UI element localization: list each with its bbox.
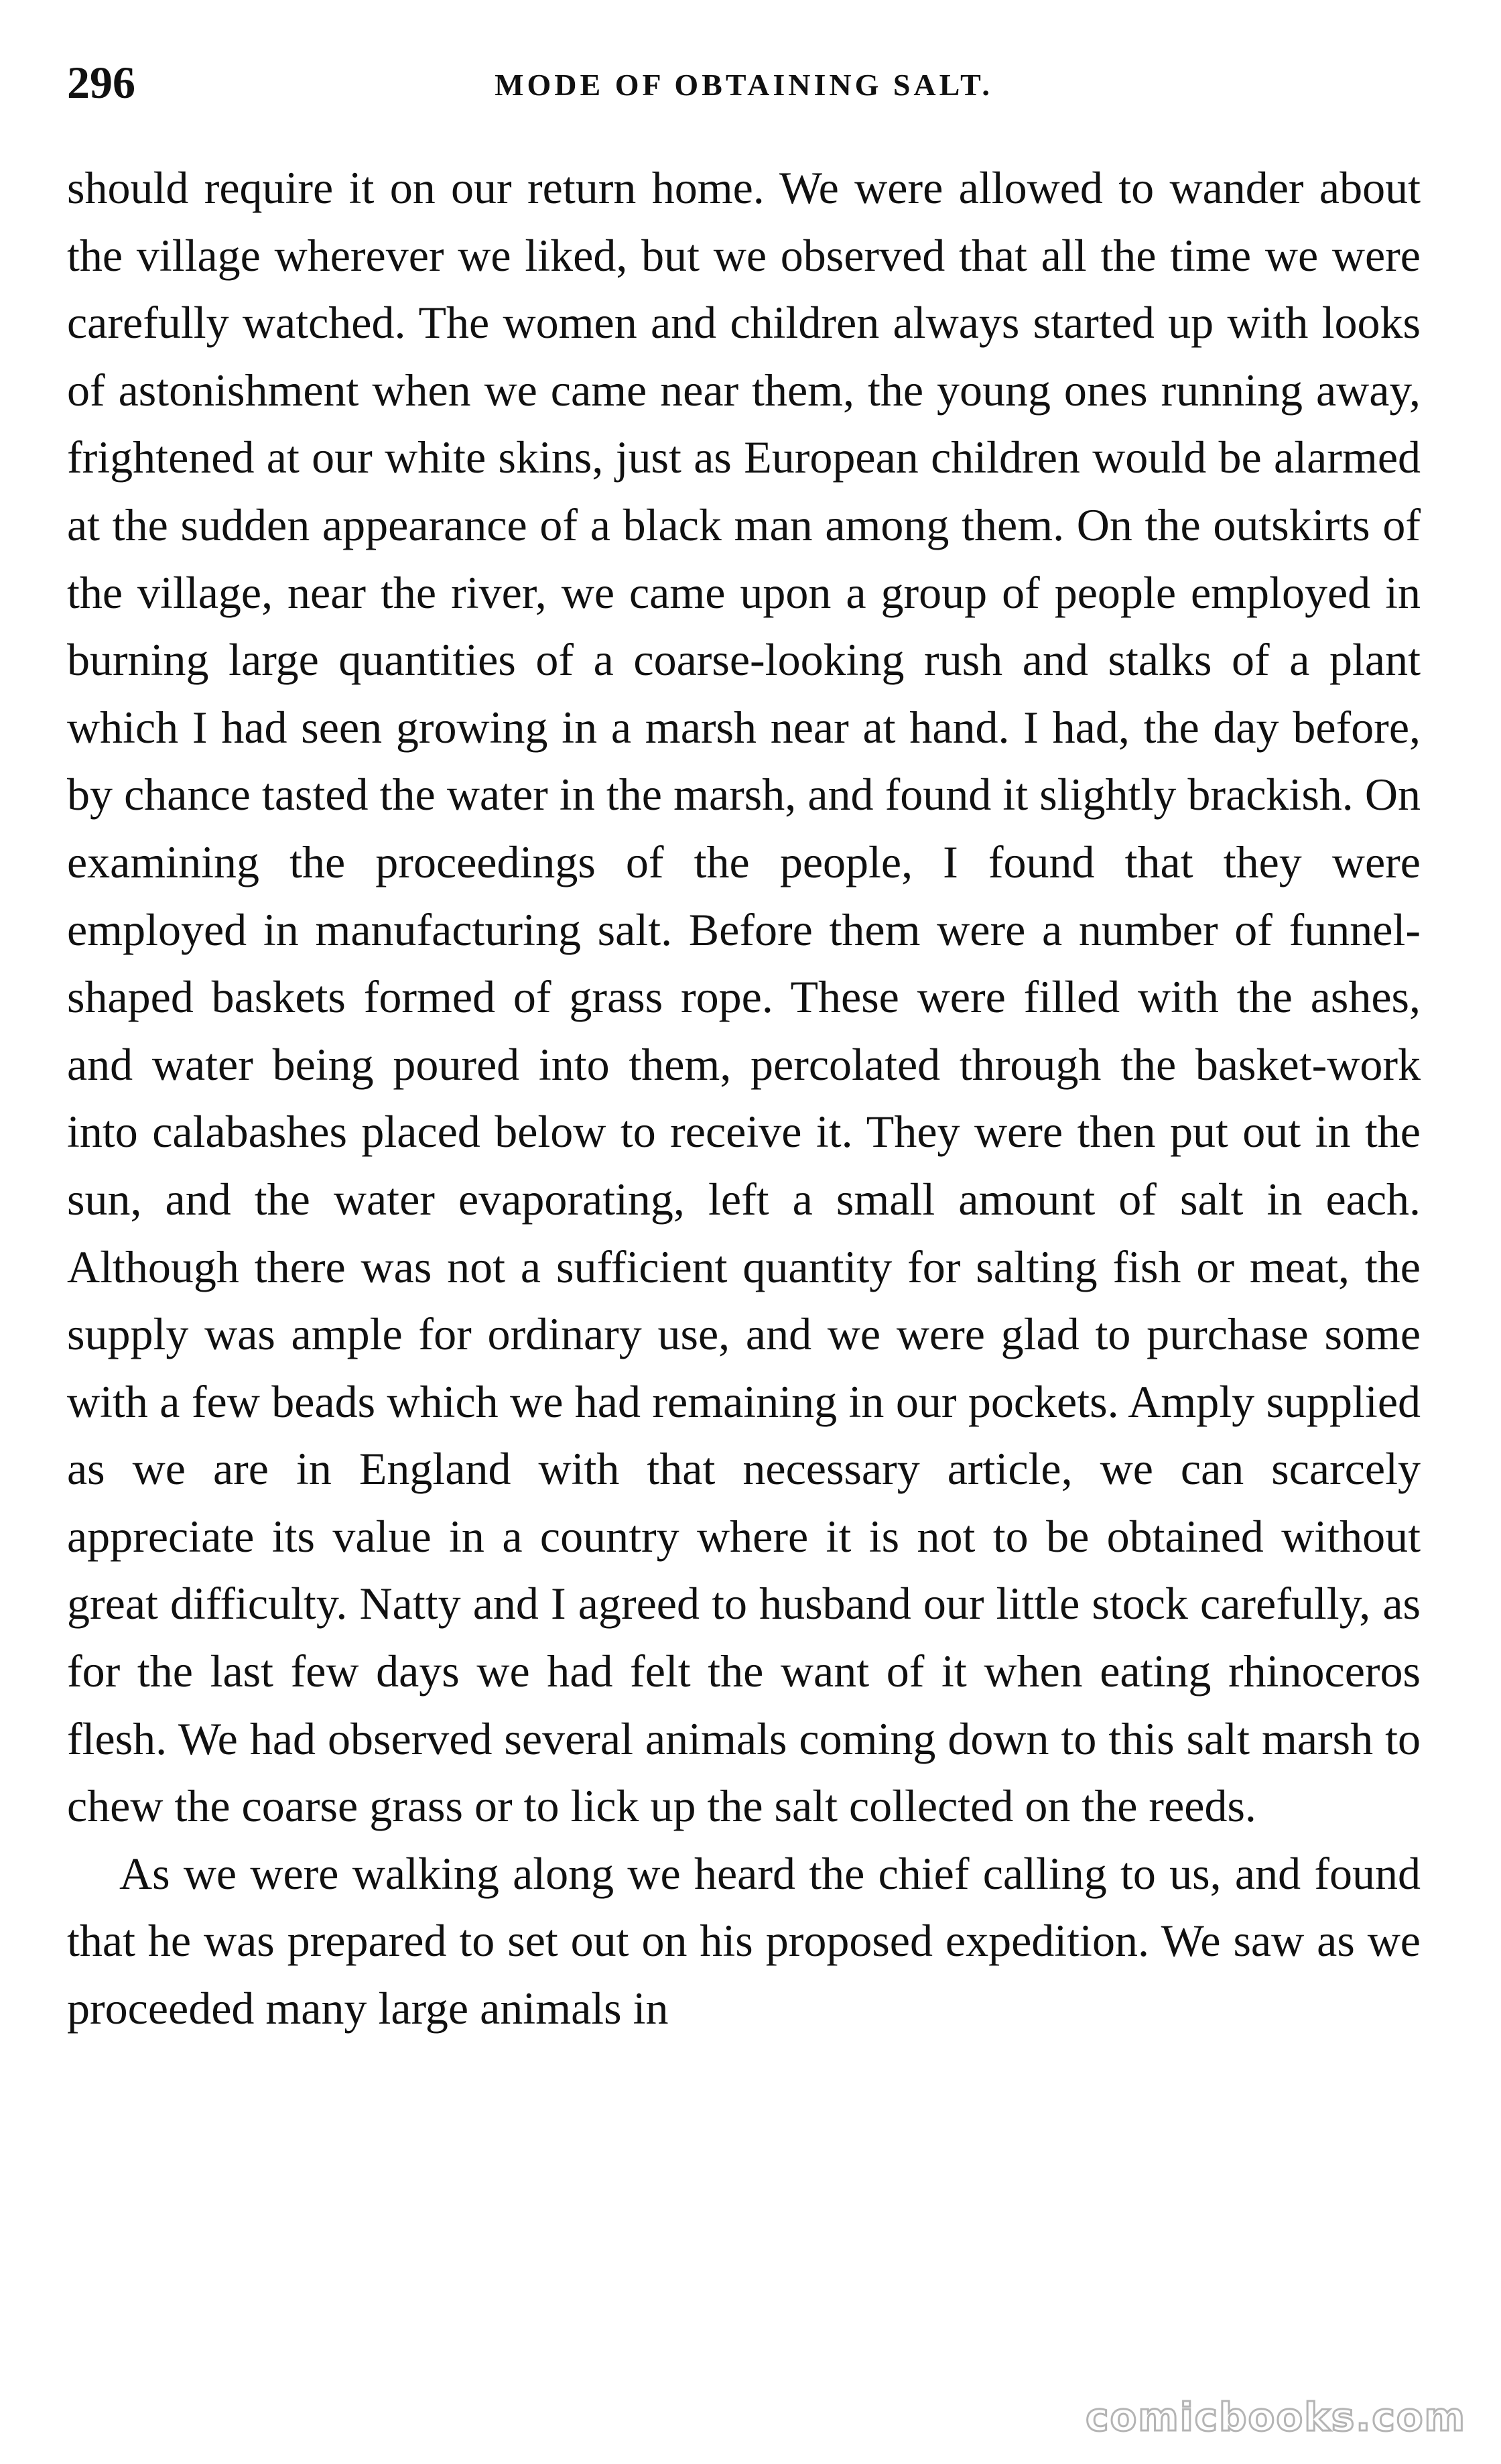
paragraph-continued: should require it on our return home. We were allowed to wander about the village wherever we liked, but we observed that all the time we were carefully watched. The women and children always started up with looks of astonishment when we came near them, the young ones running away, frightened at our white skins, just as European children would be alarmed at the sudden appearance of a black man among them. On the outskirts of the village, near the river, we came upon a group of people employed in burning large quantities of a coarse-looking rush and stalks of a plant which I had seen growing in a marsh near at hand. I had, the day before, by chance tasted the water in the marsh, and found it slightly brackish. On examining the proceedings of the people, I found that they were employed in manufacturing salt. Before them were a number of funnel-shaped baskets formed of grass rope. These were filled with the ashes, and water being poured into them, percolated through the basket-work into calabashes placed below to receive it. They were then put out in the sun, and the water evaporating, left a small amount of salt in each. Although there was not a sufficient quantity for salting fish or meat, the supply was ample for ordinary use, and we were glad to purchase some with a few beads which we had remaining in our pockets. Amply supplied as we are in England with that necessary article, we can scarcely appreciate its value in a country where it is not to be obtained without great difficulty. Natty and I agreed to husband our little stock carefully, as for the last few days we had felt the want of it when eating rhinoceros flesh. We had observed several animals coming down to this salt marsh to chew the coarse grass or to lick up the salt collected on the reeds.: [67, 162, 1421, 1832]
paragraph-new: As we were walking along we heard the chief calling to us, and found that he was prepared to set out on his proposed expedition. We saw as we proceeded many large animals in: [67, 1847, 1421, 2034]
running-head: [67, 52, 1421, 113]
page-number: 296: [67, 57, 135, 108]
chapter-header-title: MODE OF OBTAINING SALT.: [495, 68, 993, 102]
book-page: [67, 0, 1421, 2464]
body-text: [67, 154, 1421, 2042]
watermark: comicbooks.com: [1086, 2394, 1466, 2440]
